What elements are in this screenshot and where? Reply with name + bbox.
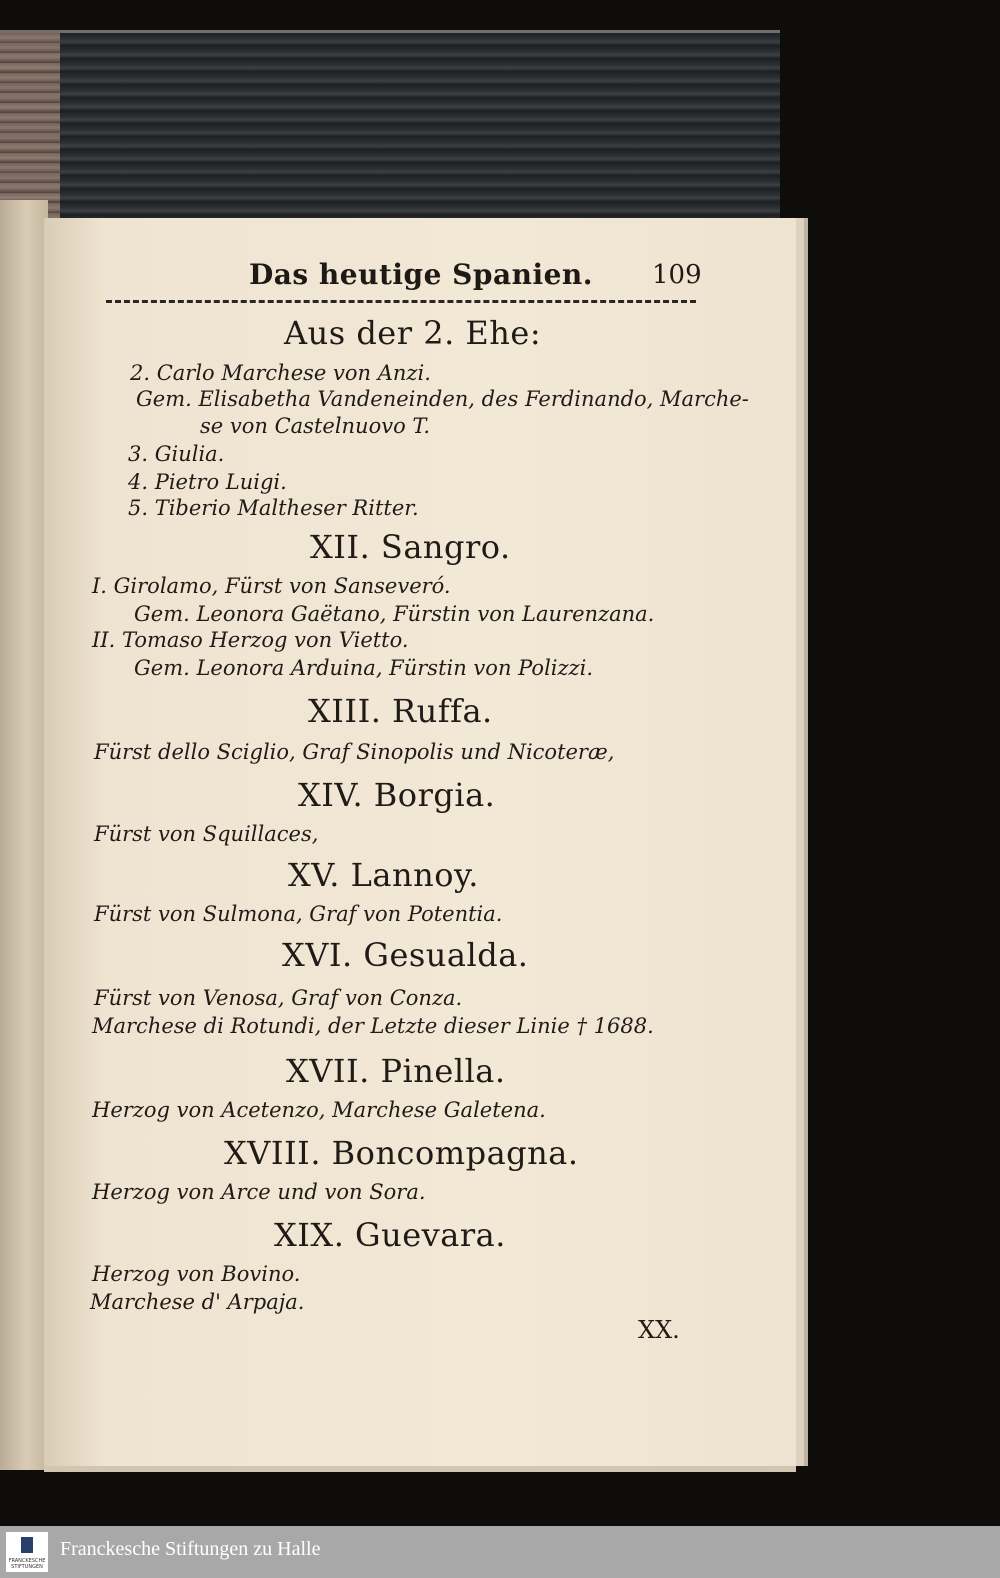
section-heading: Aus der 2. Ehe: xyxy=(284,314,542,352)
footer-credit: Franckesche Stiftungen zu Halle xyxy=(60,1538,321,1560)
entry-line: 2. Carlo Marchese von Anzi. xyxy=(130,361,431,385)
footer-bar xyxy=(0,1526,1000,1578)
catchword: XX. xyxy=(638,1316,680,1344)
section-heading: XIV. Borgia. xyxy=(298,776,496,814)
entry-line: Gem. Elisabetha Vandeneinden, des Ferdinando, Marche- xyxy=(136,387,749,411)
running-head-title: Das heutige Spanien. xyxy=(249,258,594,291)
entry-line: 5. Tiberio Maltheser Ritter. xyxy=(128,496,419,520)
entry-line: Marchese di Rotundi, der Letzte dieser Linie † 1688. xyxy=(92,1014,654,1038)
entry-line: Herzog von Bovino. xyxy=(92,1262,301,1286)
section-heading: XII. Sangro. xyxy=(310,528,511,566)
entry-line: se von Castelnuovo T. xyxy=(200,414,431,438)
entry-line: I. Girolamo, Fürst von Sanseveró. xyxy=(92,574,451,598)
entry-line: Gem. Leonora Gaëtano, Fürstin von Laurenzana. xyxy=(134,602,655,626)
logo-text: FRANCKESCHE STIFTUNGEN xyxy=(8,1558,46,1570)
entry-line: Gem. Leonora Arduina, Fürstin von Polizzi. xyxy=(134,656,594,680)
entry-line: Marchese d' Arpaja. xyxy=(90,1290,305,1314)
section-heading: XVIII. Boncompagna. xyxy=(224,1134,579,1172)
section-heading: XV. Lannoy. xyxy=(288,856,479,894)
book-page-edges xyxy=(0,30,780,228)
entry-line: Fürst von Sulmona, Graf von Potentia. xyxy=(94,902,503,926)
entry-line: II. Tomaso Herzog von Vietto. xyxy=(92,628,409,652)
section-heading: XVII. Pinella. xyxy=(286,1052,506,1090)
section-heading: XIII. Ruffa. xyxy=(308,692,493,730)
entry-line: Herzog von Acetenzo, Marchese Galetena. xyxy=(92,1098,546,1122)
book-page xyxy=(44,218,796,1466)
entry-line: 4. Pietro Luigi. xyxy=(128,470,287,494)
facing-page-edge xyxy=(0,200,48,1470)
entry-line: Fürst von Squillaces, xyxy=(94,822,319,846)
page-number: 109 xyxy=(652,260,702,290)
entry-line: 3. Giulia. xyxy=(128,442,225,466)
section-heading: XIX. Guevara. xyxy=(274,1216,506,1254)
institution-logo xyxy=(6,1532,48,1572)
section-heading: XVI. Gesualda. xyxy=(282,936,529,974)
entry-line: Herzog von Arce und von Sora. xyxy=(92,1180,426,1204)
entry-line: Fürst von Venosa, Graf von Conza. xyxy=(94,986,463,1010)
header-rule xyxy=(106,300,696,303)
running-head xyxy=(44,258,796,298)
logo-icon xyxy=(21,1537,33,1553)
entry-line: Fürst dello Sciglio, Graf Sinopolis und Nicoteræ, xyxy=(94,740,615,764)
